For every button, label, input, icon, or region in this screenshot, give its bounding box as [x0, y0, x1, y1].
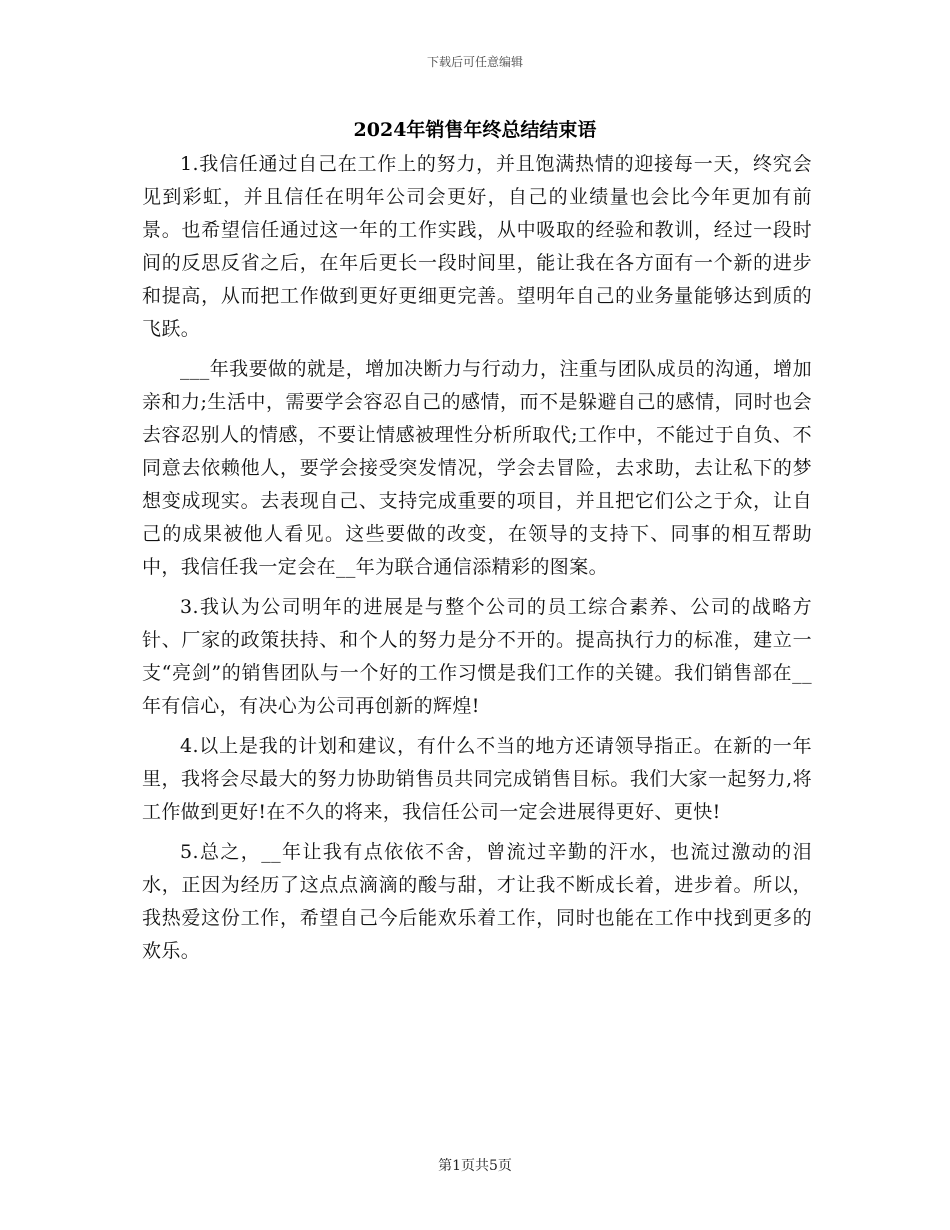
- page-number: 第1页共5页: [438, 1158, 512, 1174]
- document-body: [142, 148, 812, 975]
- paragraph-3: 3.我认为公司明年的进展是与整个公司的员工综合素养、公司的战略方针、厂家的政策扶持、和个人的努力是分不开的。提高执行力的标准，建立一支“亮剑”的销售团队与一个好的工作习惯是我们工作的关键。我们销售部在__年有信心，有决心为公司再创新的辉煌!: [142, 596, 812, 717]
- document-title: 2024年销售年终总结结束语: [353, 119, 597, 141]
- paragraph-2: ___年我要做的就是，增加决断力与行动力，注重与团队成员的沟通，增加亲和力;生活中，需要学会容忍自己的感情，而不是躲避自己的感情，同时也会去容忍别人的情感，不要让情感被理性分析所取代;工作中，不能过于自负、不同意去依赖他人，要学会接受突发情况，学会去冒险，去求助，去让私下的梦想变成现实。去表现自己、支持完成重要的项目，并且把它们公之于众，让自己的成果被他人看见。这些要做的改变，在领导的支持下、同事的相互帮助中，我信任我一定会在__年为联合通信添精彩的图案。: [142, 358, 812, 578]
- paragraph-4: 4.以上是我的计划和建议，有什么不当的地方还请领导指正。在新的一年里，我将会尽最大的努力协助销售员共同完成销售目标。我们大家一起努力,将工作做到更好!在不久的将来，我信任公司一定会进展得更好、更快!: [142, 735, 812, 823]
- paragraph-1: 1.我信任通过自己在工作上的努力，并且饱满热情的迎接每一天，终究会见到彩虹，并且信任在明年公司会更好，自己的业绩量也会比今年更加有前景。也希望信任通过这一年的工作实践，从中吸取的经验和教训，经过一段时间的反思反省之后，在年后更长一段时间里，能让我在各方面有一个新的进步和提高，从而把工作做到更好更细更完善。望明年自己的业务量能够达到质的飞跃。: [142, 153, 812, 340]
- header-note: 下载后可任意编辑: [426, 55, 523, 69]
- paragraph-5: 5.总之，__年让我有点依依不舍，曾流过辛勤的汗水，也流过激动的泪水，正因为经历了这点点滴滴的酸与甜，才让我不断成长着，进步着。所以，我热爱这份工作，希望自己今后能欢乐着工作，同时也能在工作中找到更多的欢乐。: [142, 841, 812, 962]
